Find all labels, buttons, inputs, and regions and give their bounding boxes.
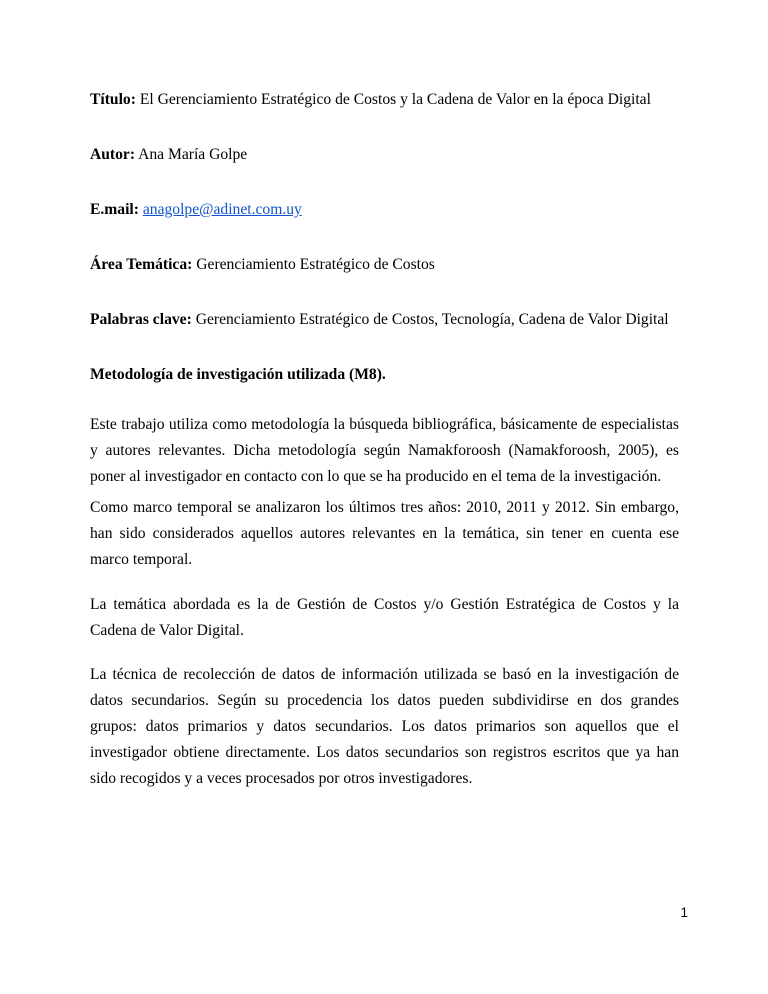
title-label: Título: <box>90 91 136 108</box>
title-value: El Gerenciamiento Estratégico de Costos y la Cadena de Valor en la época Digital <box>139 91 651 108</box>
keywords-line <box>90 310 680 330</box>
email-label: E.mail: <box>90 201 139 218</box>
author-label: Autor: <box>90 146 136 163</box>
title-line <box>90 90 680 110</box>
paragraph-time-frame: Como marco temporal se analizaron los últimos tres años: 2010, 2011 y 2012. Sin embargo, han sido considerados aquellos autores relevantes en la temática, sin tener en cuenta ese marco temporal. <box>90 499 679 568</box>
area-value: Gerenciamiento Estratégico de Costos <box>196 256 435 273</box>
area-label: Área Temática: <box>90 256 193 273</box>
email-link[interactable]: anagolpe@adinet.com.uy <box>142 201 302 218</box>
paragraph-methodology: Este trabajo utiliza como metodología la búsqueda bibliográfica, básicamente de especialistas y autores relevantes. Dicha metodología según Namakforoosh (Namakforoosh, 2005), es poner al investigador en contacto con lo que se ha producido en el tema de la investigación. <box>90 416 679 485</box>
email-line <box>90 200 680 220</box>
author-value: Ana María Golpe <box>138 146 248 163</box>
section-heading: Metodología de investigación utilizada (M8). <box>90 366 386 383</box>
author-line <box>90 145 680 165</box>
paragraph-topic: La temática abordada es la de Gestión de Costos y/o Gestión Estratégica de Costos y la Cadena de Valor Digital. <box>90 596 679 639</box>
page-number: 1 <box>680 905 688 920</box>
keywords-label: Palabras clave: <box>90 311 192 328</box>
area-line <box>90 255 680 275</box>
keywords-value: Gerenciamiento Estratégico de Costos, Tecnología, Cadena de Valor Digital <box>195 311 669 328</box>
paragraph-data-collection: La técnica de recolección de datos de información utilizada se basó en la investigación de datos secundarios. Según su procedencia los datos pueden subdividirse en dos grandes grupos: datos primarios y datos secundarios. Los datos primarios son aquellos que el investigador obtiene directamente. Los datos secundarios son registros escritos que ya han sido recogidos y a veces procesados por otros investigadores. <box>90 666 679 787</box>
